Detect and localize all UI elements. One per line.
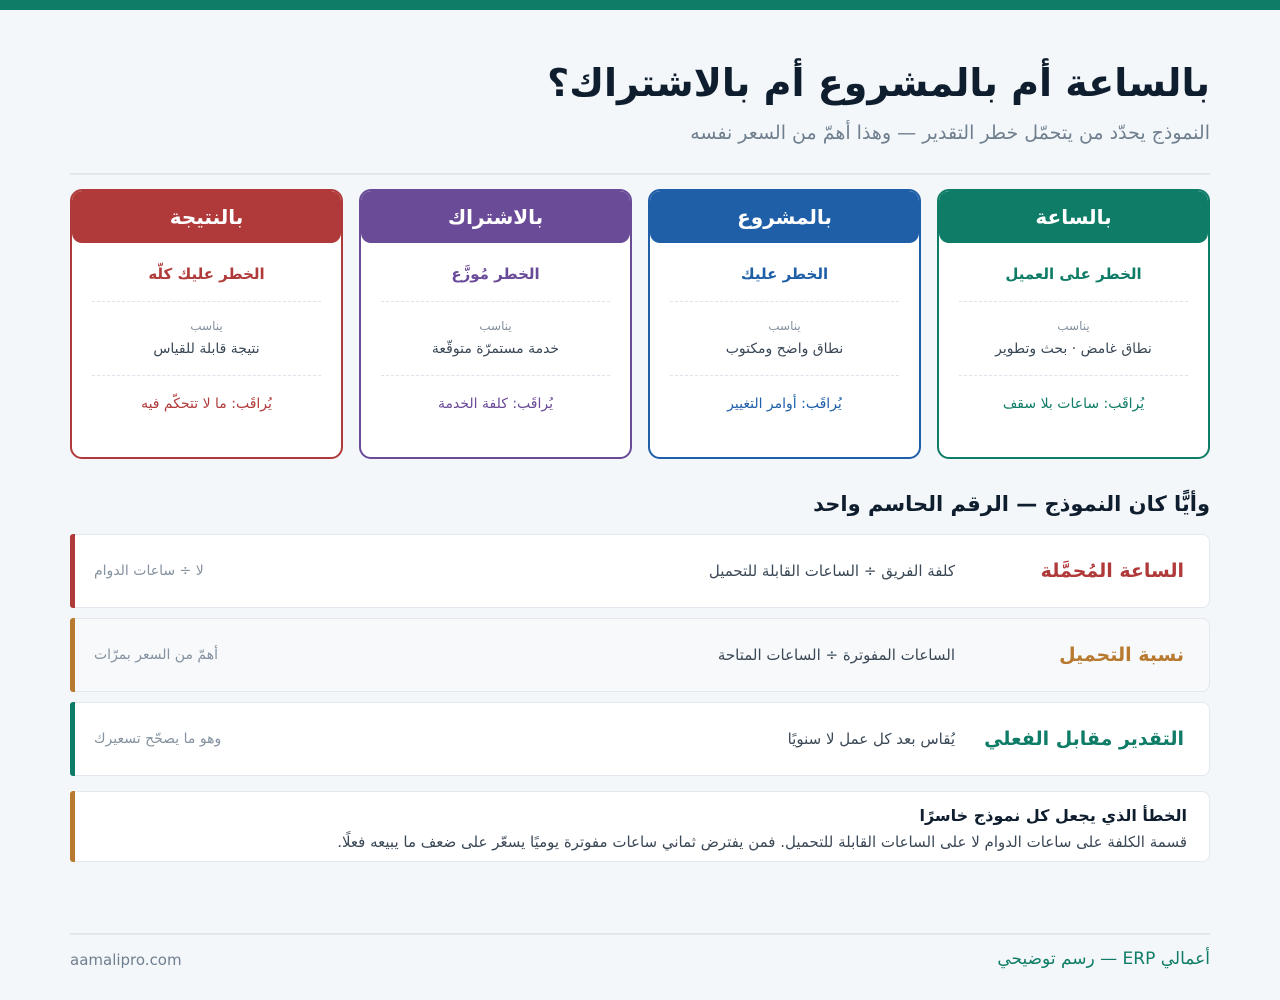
card-title: بالاشتراك <box>361 191 630 243</box>
callout-body: قسمة الكلفة على ساعات الدوام لا على الساعات القابلة للتحميل. فمن يفترض ثماني ساعات مفوترة يوميًا يسعّر على ضعف ما يبيعه فعلًا. <box>337 833 1187 851</box>
card-divider <box>381 301 610 302</box>
row-accent-bar <box>70 702 75 776</box>
card-suits: نطاق غامض · بحث وتطوير <box>995 341 1152 357</box>
footer-brand: أعمالي ERP — رسم توضيحي <box>997 949 1210 969</box>
card-hourly <box>937 189 1210 459</box>
card-suits-label: يناسب <box>190 319 223 333</box>
header-divider <box>70 173 1210 175</box>
page-title: بالساعة أم بالمشروع أم بالاشتراك؟ <box>547 61 1210 105</box>
card-divider <box>92 375 321 376</box>
metric-formula: الساعات المفوترة ÷ الساعات المتاحة <box>717 646 955 664</box>
card-divider <box>670 375 899 376</box>
metric-label: التقدير مقابل الفعلي <box>984 728 1184 750</box>
card-subscription <box>359 189 632 459</box>
card-title: بالمشروع <box>650 191 919 243</box>
callout-title: الخطأ الذي يجعل كل نموذج خاسرًا <box>919 806 1187 825</box>
metric-formula: كلفة الفريق ÷ الساعات القابلة للتحميل <box>708 562 955 580</box>
card-suits-label: يناسب <box>768 319 801 333</box>
card-suits: خدمة مستمرّة متوقّعة <box>431 341 560 357</box>
metric-note: لا ÷ ساعات الدوام <box>94 563 204 579</box>
footer-site-link[interactable]: aamalipro.com <box>70 951 182 969</box>
callout-accent-bar <box>70 791 75 862</box>
metric-label: الساعة المُحمَّلة <box>1040 560 1184 582</box>
metric-formula: يُقاس بعد كل عمل لا سنويًا <box>787 730 955 748</box>
card-risk: الخطر مُوزَّع <box>451 265 540 283</box>
row-accent-bar <box>70 618 75 692</box>
card-divider <box>92 301 321 302</box>
warning-callout <box>70 791 1210 862</box>
metric-note: وهو ما يصحّح تسعيرك <box>94 731 222 747</box>
card-risk: الخطر على العميل <box>1005 265 1142 283</box>
card-suits: نتيجة قابلة للقياس <box>153 341 260 357</box>
card-risk: الخطر عليك <box>740 265 829 283</box>
page-subtitle: النموذج يحدّد من يتحمّل خطر التقدير — وهذا أهمّ من السعر نفسه <box>690 122 1210 144</box>
card-suits: نطاق واضح ومكتوب <box>725 341 844 357</box>
metric-label: نسبة التحميل <box>1059 644 1184 666</box>
top-accent-bar <box>0 0 1280 10</box>
metric-row-loaded-hour <box>70 534 1210 608</box>
metric-row-estimate-vs-actual <box>70 702 1210 776</box>
card-divider <box>959 301 1188 302</box>
card-watch: يُراقَب: ما لا تتحكّم فيه <box>141 396 272 412</box>
card-suits-label: يناسب <box>1057 319 1090 333</box>
card-watch: يُراقَب: كلفة الخدمة <box>437 396 553 412</box>
card-suits-label: يناسب <box>479 319 512 333</box>
pricing-model-cards <box>70 189 1210 459</box>
metrics-section-title: وأيًّا كان النموذج — الرقم الحاسم واحد <box>813 492 1210 516</box>
page-header <box>70 58 1210 146</box>
card-divider <box>670 301 899 302</box>
card-watch: يُراقَب: ساعات بلا سقف <box>1002 396 1145 412</box>
card-title: بالنتيجة <box>72 191 341 243</box>
card-divider <box>381 375 610 376</box>
footer-divider <box>70 933 1210 935</box>
card-risk: الخطر عليك كلّه <box>148 265 265 283</box>
metric-row-utilization <box>70 618 1210 692</box>
metric-note: أهمّ من السعر بمرّات <box>94 647 219 663</box>
card-project <box>648 189 921 459</box>
card-divider <box>959 375 1188 376</box>
card-outcome <box>70 189 343 459</box>
card-watch: يُراقَب: أوامر التغيير <box>727 396 842 412</box>
row-accent-bar <box>70 534 75 608</box>
card-title: بالساعة <box>939 191 1208 243</box>
